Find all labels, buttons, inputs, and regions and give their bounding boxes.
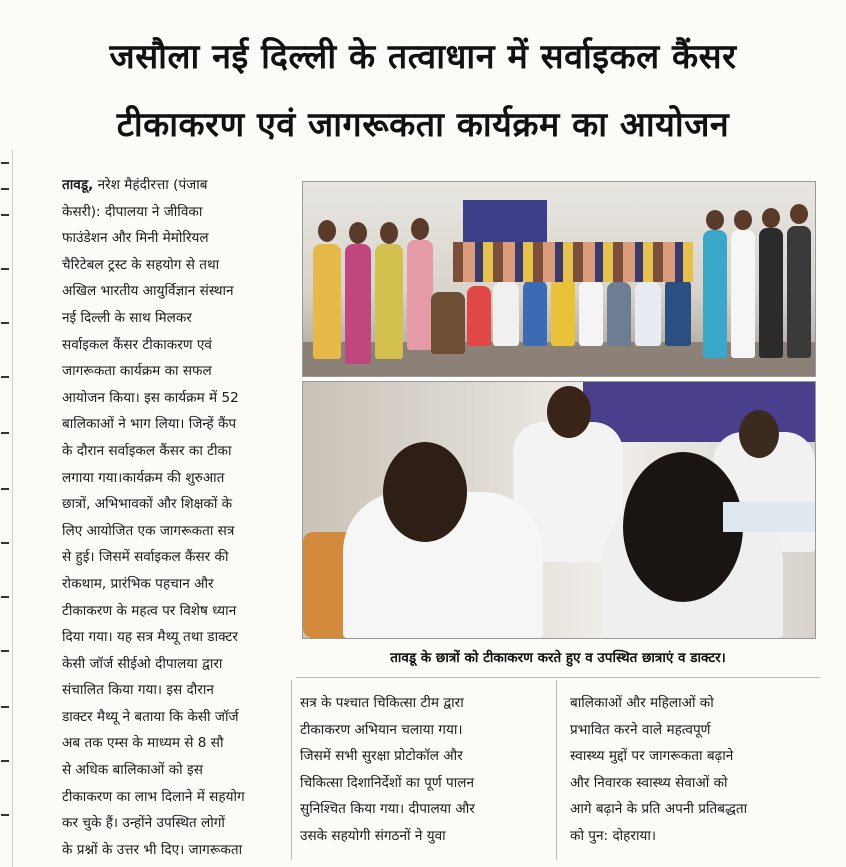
text-line: दिया गया। यह सत्र मैथ्यू तथा डाक्टर (62, 629, 238, 646)
caption-rule (296, 677, 820, 678)
text-line: संचालित किया गया। इस दौरान (62, 682, 214, 699)
text-line: के प्रश्नों के उत्तर भी दिए। जागरूकता (62, 841, 243, 858)
text-line: तावडू, नरेश मैहंदीरत्ता (पंजाब (62, 177, 208, 193)
headline-line-2: टीकाकरण एवं जागरूकता कार्यक्रम का आयोजन (116, 105, 730, 145)
article-column-2 (300, 690, 544, 850)
text-line: और निवारक स्वास्थ्य सेवाओं को (570, 774, 728, 791)
article-column-3 (570, 690, 814, 850)
text-line: आयोजन किया। इस कार्यक्रम में 52 (62, 389, 239, 406)
text-line: टीकाकरण अभियान चलाया गया। (300, 721, 463, 738)
text-line: उसके सहयोगी संगठनों ने युवा (300, 827, 446, 844)
text-line: चिकित्सा दिशानिर्देशों का पूर्ण पालन (300, 774, 475, 791)
text-line: टीकाकरण के महत्व पर विशेष ध्यान (62, 602, 237, 619)
text-line: अब तक एम्स के माध्यम से 8 सौ (62, 735, 224, 752)
text-line: से अधिक बालिकाओं को इस (62, 762, 203, 779)
text-line: नई दिल्ली के साथ मिलकर (62, 309, 192, 326)
text-line: के दौरान सर्वाइकल कैंसर का टीका (62, 442, 232, 459)
text-line: बालिकाओं और महिलाओं को (570, 695, 714, 711)
text-line: केसी जॉर्ज सीईओ दीपालया द्वारा (62, 655, 223, 672)
text-line: सत्र के पश्चात चिकित्सा टीम द्वारा (300, 695, 464, 711)
text-line: जिसमें सभी सुरक्षा प्रोटोकॉल और (300, 748, 463, 765)
text-line: केसरी): दीपालया ने जीविका (62, 203, 203, 220)
article-column-1 (62, 172, 284, 863)
text-line: से हुई। जिसमें सर्वाइकल कैंसर की (62, 549, 229, 566)
text-line: लगाया गया।कार्यक्रम की शुरुआत (62, 469, 225, 486)
text-line: बालिकाओं ने भाग लिया। जिन्हें कैंप (62, 416, 237, 433)
text-line: प्रभावित करने वाले महत्वपूर्ण (570, 721, 711, 738)
text-line: को पुन: दोहराया। (570, 827, 657, 844)
text-line: जागरूकता कार्यक्रम का सफल (62, 363, 212, 380)
text-line: सर्वाइकल कैंसर टीकाकरण एवं (62, 336, 212, 353)
text-line: छात्रों, अभिभावकों और शिक्षकों के (62, 496, 233, 513)
text-line: सुनिश्चित किया गया। दीपालया और (300, 801, 475, 818)
dateline: तावडू, (62, 177, 94, 193)
text-line: डाक्टर मैथ्यू ने बताया कि केसी जॉर्ज (62, 708, 239, 725)
column-divider (291, 680, 292, 860)
text-line: रोकथाम, प्रारंभिक पहचान और (62, 575, 214, 592)
text-line: फाउंडेशन और मिनी मेमोरियल (62, 230, 209, 247)
headline-line-1: जसौला नई दिल्ली के तत्वाधान में सर्वाइकल कैंसर (109, 37, 737, 77)
text-line: टीकाकरण का लाभ दिलाने में सहयोग (62, 788, 245, 805)
photo-caption: तावडू के छात्रों को टीकाकरण करते हुए व उपस्थित छात्राएं व डाक्टर। (390, 650, 726, 666)
text-line: लिए आयोजित एक जागरूकता सत्र (62, 522, 235, 539)
column-divider (556, 680, 557, 860)
text-line: कर चुके हैं। उन्होंने उपस्थित लोगों (62, 815, 225, 832)
adjacent-column-edge (0, 150, 13, 867)
text-line: चैरिटेबल ट्रस्ट के सहयोग से तथा (62, 256, 220, 273)
group-photo (302, 181, 816, 377)
vaccination-photo (302, 381, 816, 639)
text-line: आगे बढ़ाने के प्रति अपनी प्रतिबद्धता (570, 801, 748, 818)
text-line: स्वास्थ्य मुद्दों पर जागरूकता बढ़ाने (570, 748, 734, 765)
text-line: अखिल भारतीय आयुर्विज्ञान संस्थान (62, 283, 234, 300)
